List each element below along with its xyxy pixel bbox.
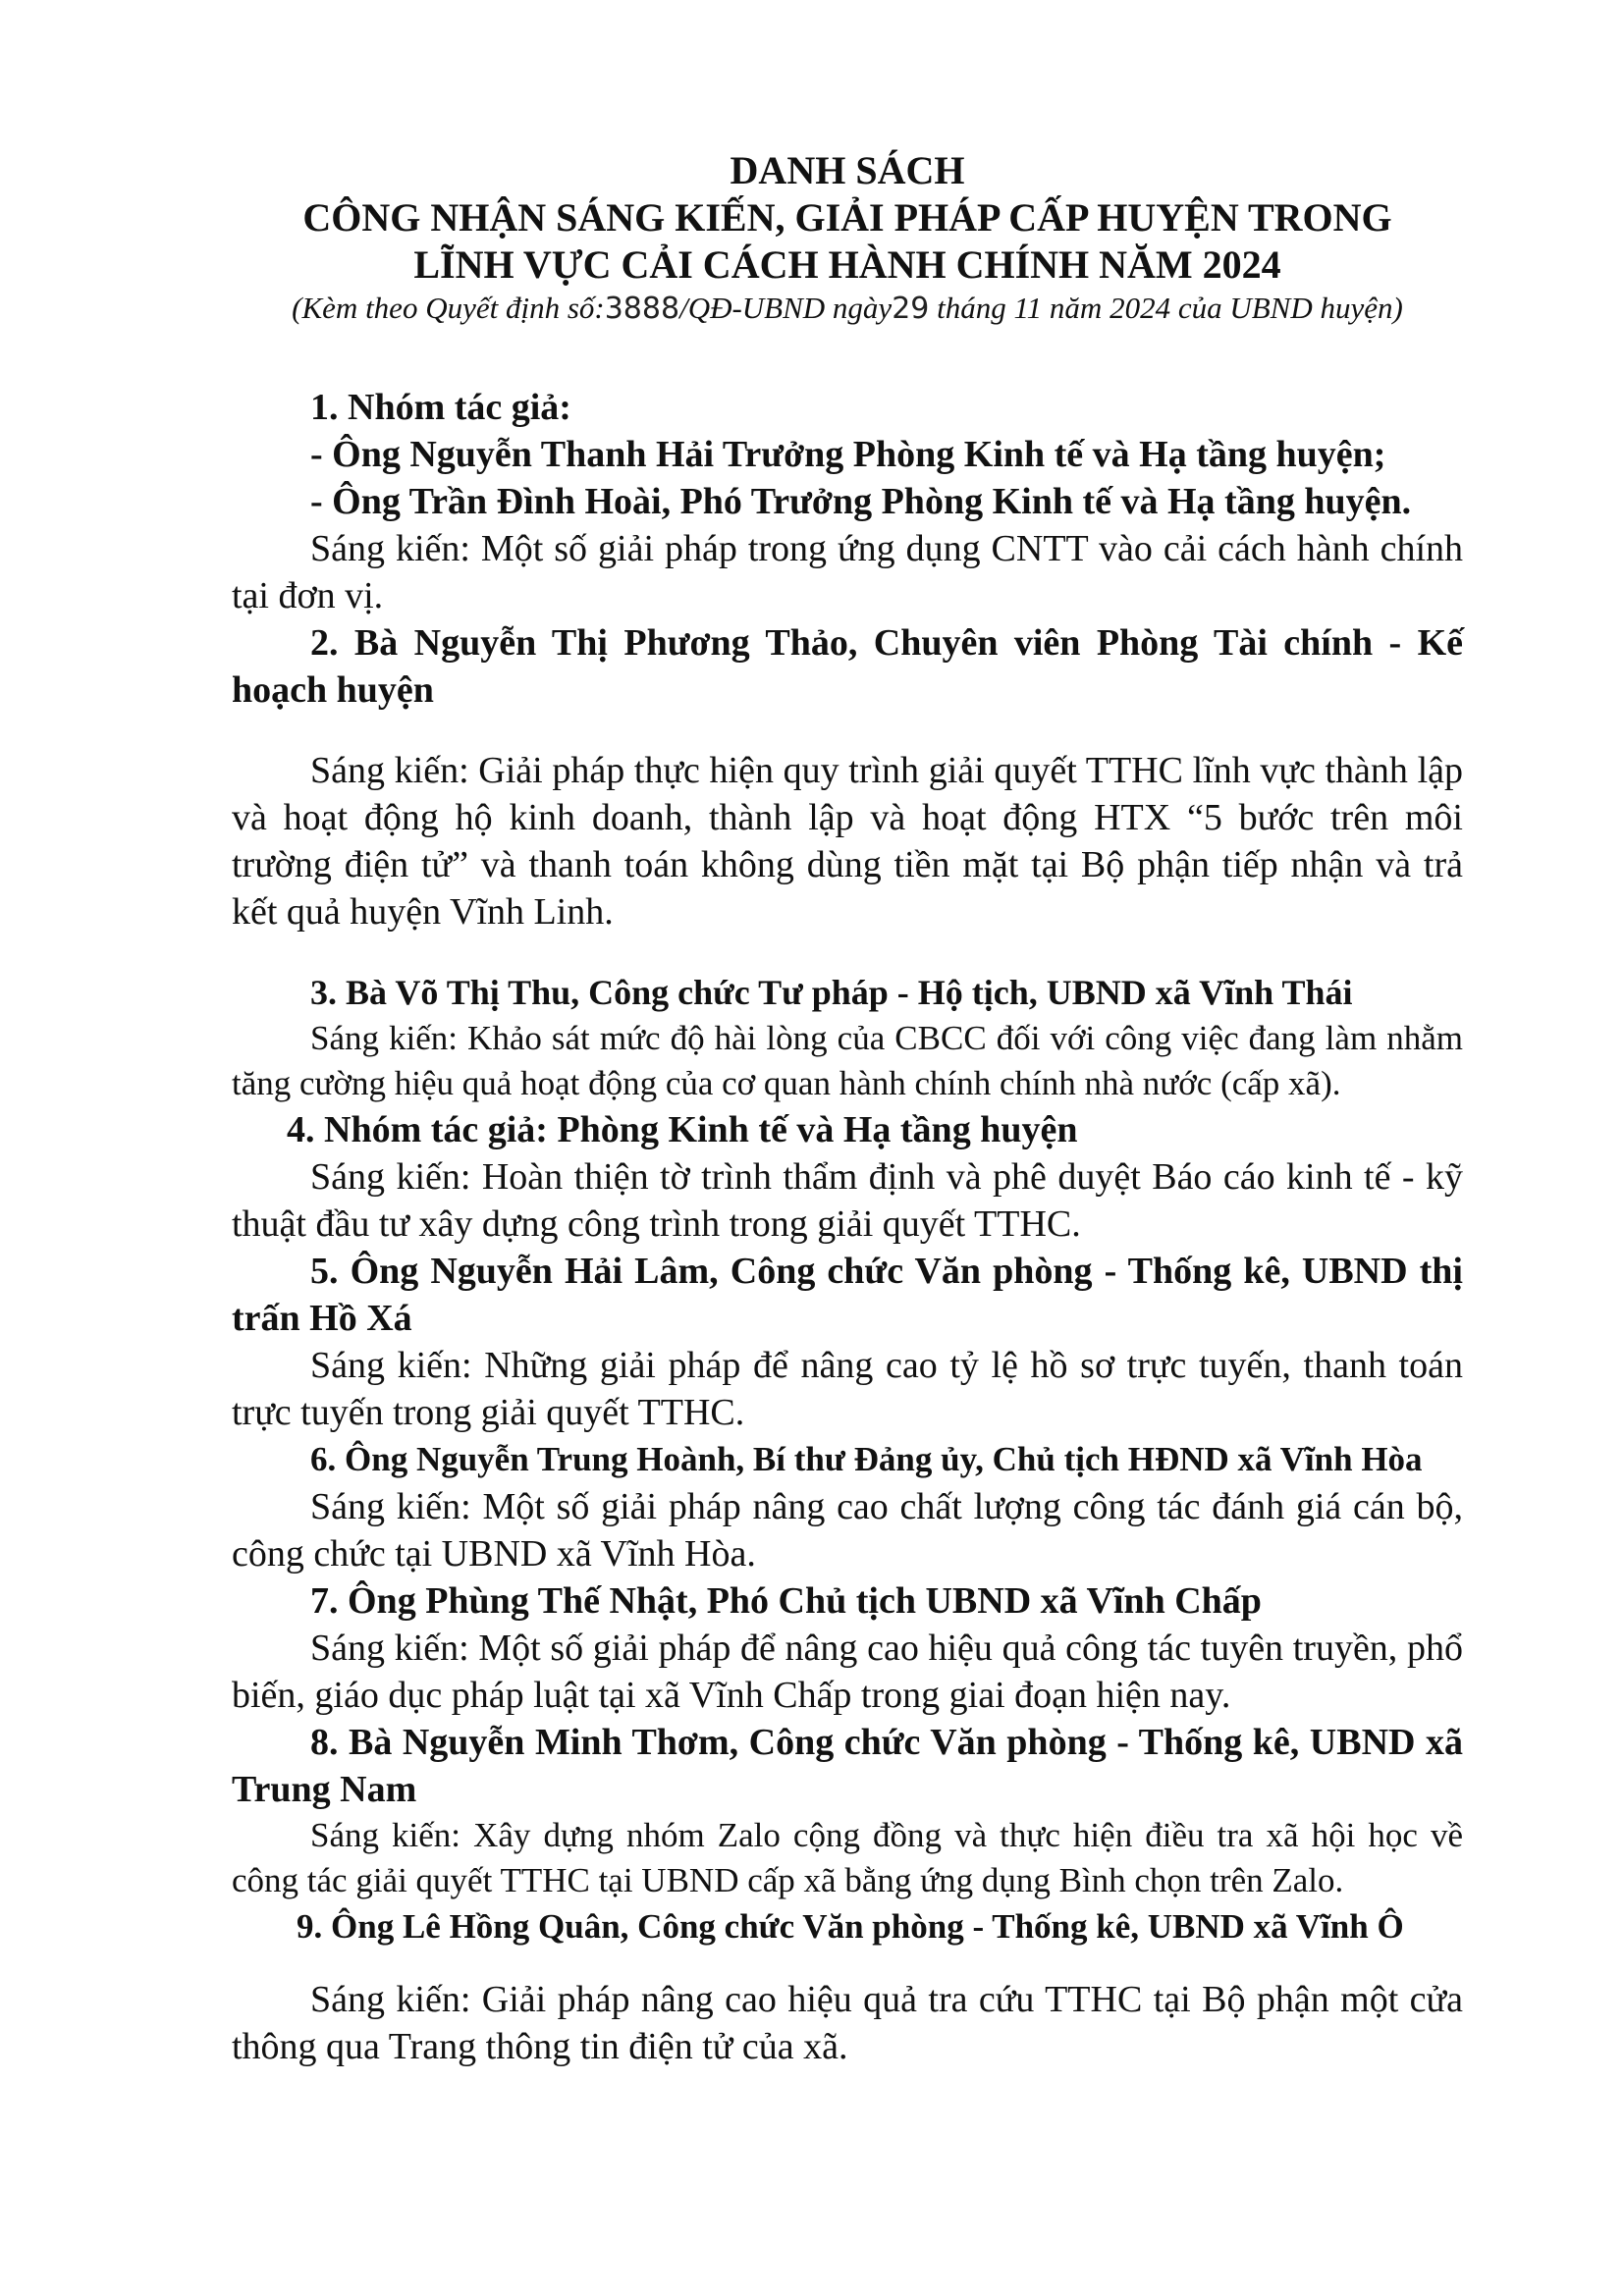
- entry-description: Sáng kiến: Xây dựng nhóm Zalo cộng đồng và thực hiện điều tra xã hội học về công tác giải quyết TTHC tại UBND cấp xã bằng ứng dụng Bình chọn trên Zalo.: [232, 1816, 1463, 1899]
- document-header: [232, 147, 1463, 289]
- entry-title: 2. Bà Nguyễn Thị Phương Thảo, Chuyên viên Phòng Tài chính - Kế hoạch huyện: [232, 622, 1463, 711]
- list-item: [232, 1436, 1463, 1577]
- entry-description: Sáng kiến: Những giải pháp để nâng cao tỷ lệ hồ sơ trực tuyến, thanh toán trực tuyến trong giải quyết TTHC.: [232, 1345, 1463, 1433]
- entry-title: 4. Nhóm tác giả: Phòng Kinh tế và Hạ tầng huyện: [287, 1109, 1078, 1150]
- document-heading-line-2: CÔNG NHẬN SÁNG KIẾN, GIẢI PHÁP CẤP HUYỆN TRONG: [302, 195, 1392, 240]
- entry-description: Sáng kiến: Khảo sát mức độ hài lòng của CBCC đối với công việc đang làm nhằm tăng cường hiệu quả hoạt động của cơ quan hành chính chính nhà nước (cấp xã).: [232, 1019, 1463, 1102]
- entry-title: 5. Ông Nguyễn Hải Lâm, Công chức Văn phòng - Thống kê, UBND thị trấn Hồ Xá: [232, 1251, 1463, 1339]
- document-title: DANH SÁCH: [730, 148, 965, 192]
- entry-title: 6. Ông Nguyễn Trung Hoành, Bí thư Đảng ủy, Chủ tịch HĐND xã Vĩnh Hòa: [310, 1440, 1423, 1478]
- entry-title: 3. Bà Võ Thị Thu, Công chức Tư pháp - Hộ tịch, UBND xã Vĩnh Thái: [310, 973, 1353, 1012]
- entry-description: Sáng kiến: Giải pháp thực hiện quy trình giải quyết TTHC lĩnh vực thành lập và hoạt động hộ kinh doanh, thành lập và hoạt động HTX “5 bước trên môi trường điện tử” và thanh toán không dùng tiền mặt tại Bộ phận tiếp nhận và trả kết quả huyện Vĩnh Linh.: [232, 750, 1463, 933]
- entry-title: 1. Nhóm tác giả:: [310, 387, 571, 428]
- subtitle-part-2: /QĐ-UBND ngày: [679, 291, 893, 325]
- entry-author: - Ông Trần Đình Hoài, Phó Trưởng Phòng Kinh tế và Hạ tầng huyện.: [310, 481, 1412, 522]
- entry-title: 9. Ông Lê Hồng Quân, Công chức Văn phòng - Thống kê, UBND xã Vĩnh Ô: [297, 1907, 1404, 1946]
- entry-description: Sáng kiến: Một số giải pháp nâng cao chất lượng công tác đánh giá cán bộ, công chức tại UBND xã Vĩnh Hòa.: [232, 1486, 1463, 1575]
- list-item: [232, 619, 1463, 935]
- subtitle-part-1: (Kèm theo Quyết định số:: [292, 291, 605, 325]
- decision-number: 3888: [604, 292, 680, 326]
- entry-description: Sáng kiến: Hoàn thiện tờ trình thẩm định và phê duyệt Báo cáo kinh tế - kỹ thuật đầu tư xây dựng công trình trong giải quyết TTHC.: [232, 1156, 1463, 1245]
- list-item: [232, 1577, 1463, 1719]
- document-subtitle: [232, 289, 1463, 329]
- decision-day: 29: [892, 292, 930, 326]
- document-page: [232, 147, 1463, 2070]
- list-item: [232, 1719, 1463, 1903]
- entry-title: 8. Bà Nguyễn Minh Thơm, Công chức Văn phòng - Thống kê, UBND xã Trung Nam: [232, 1722, 1463, 1810]
- entry-title: 7. Ông Phùng Thế Nhật, Phó Chủ tịch UBND xã Vĩnh Chấp: [310, 1580, 1262, 1622]
- entry-list: [232, 384, 1463, 2070]
- list-item: [232, 1248, 1463, 1436]
- entry-description: Sáng kiến: Một số giải pháp để nâng cao hiệu quả công tác tuyên truyền, phổ biến, giáo dục pháp luật tại xã Vĩnh Chấp trong giai đoạn hiện nay.: [232, 1628, 1463, 1716]
- list-item: [232, 969, 1463, 1106]
- list-item: [232, 1106, 1463, 1248]
- entry-author: - Ông Nguyễn Thanh Hải Trưởng Phòng Kinh tế và Hạ tầng huyện;: [310, 434, 1386, 475]
- list-item: [232, 384, 1463, 619]
- entry-description: Sáng kiến: Giải pháp nâng cao hiệu quả tra cứu TTHC tại Bộ phận một cửa thông qua Trang thông tin điện tử của xã.: [232, 1979, 1463, 2067]
- list-item: [232, 1903, 1463, 2070]
- subtitle-part-3: tháng 11 năm 2024 của UBND huyện): [937, 291, 1403, 325]
- entry-description: Sáng kiến: Một số giải pháp trong ứng dụng CNTT vào cải cách hành chính tại đơn vị.: [232, 528, 1463, 616]
- document-heading-line-3: LĨNH VỰC CẢI CÁCH HÀNH CHÍNH NĂM 2024: [413, 242, 1281, 287]
